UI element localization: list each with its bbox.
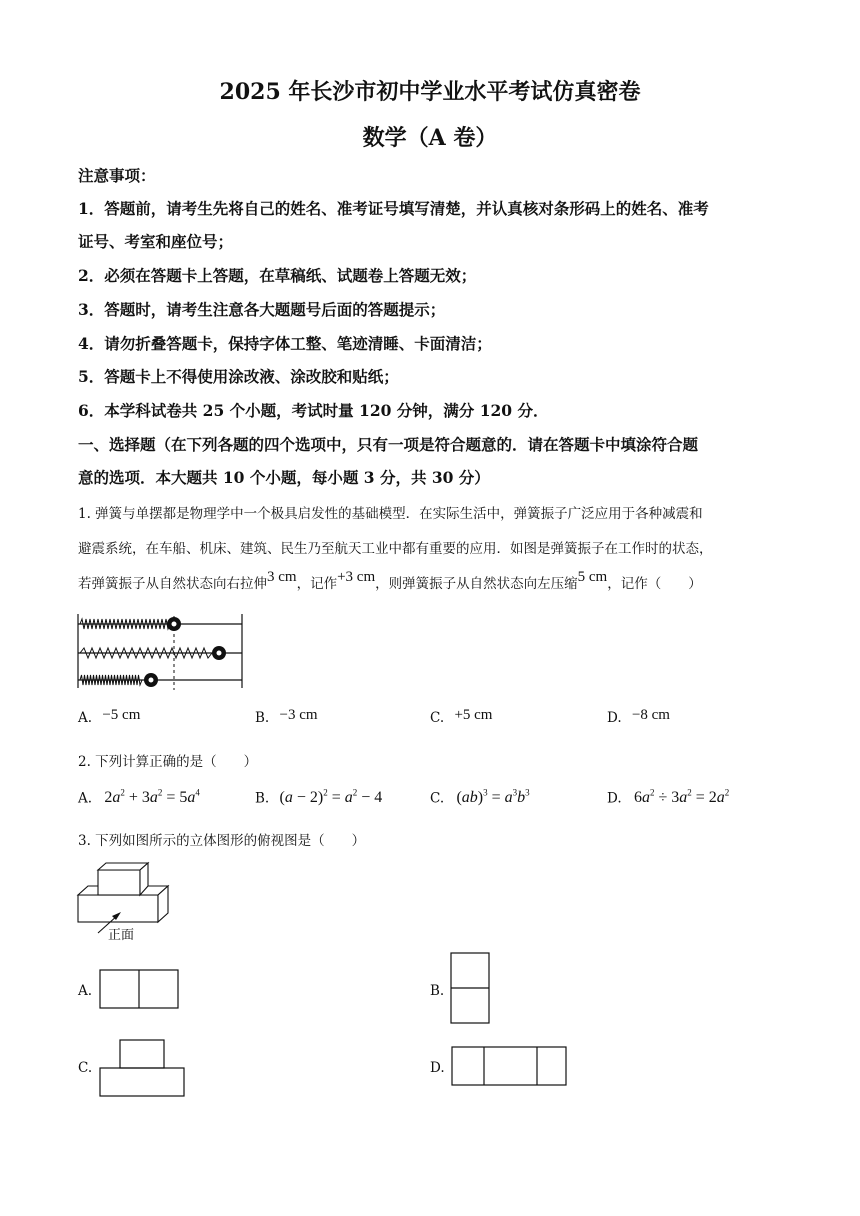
q3-option-c-figure[interactable]	[98, 1038, 188, 1100]
q1-stem-line1: 1. 弹簧与单摆都是物理学中一个极具启发性的基础模型．在实际生活中，弹簧振子广泛应用于各种减震和	[78, 506, 703, 522]
note-item-4: 4．请勿折叠答题卡，保持字体工整、笔迹清睡、卡面清洁；	[78, 334, 492, 353]
notes-heading: 注意事项：	[78, 166, 156, 185]
q3-option-d-figure[interactable]	[451, 1046, 569, 1088]
exam-title: 2025 年长沙市初中学业水平考试仿真密卷	[219, 79, 641, 105]
q3-option-d-label[interactable]: D.	[430, 1060, 445, 1076]
note-item-5: 5．答题卡上不得使用涂改液、涂改胶和贴纸；	[78, 367, 399, 386]
q3-stem: 3. 下列如图所示的立体图形的俯视图是（ ）	[78, 833, 366, 849]
spring-oscillator-figure	[72, 608, 252, 694]
note-item-6: 6．本学科试卷共 25 个小题，考试时量 120 分钟，满分 120 分．	[78, 401, 549, 420]
front-label: 正面	[108, 928, 135, 943]
section-heading: 一、选择题（在下列各题的四个选项中，只有一项是符合题意的．请在答题卡中填涂符合题	[78, 435, 699, 454]
q3-option-a-label[interactable]: A.	[78, 983, 93, 999]
q1-option-d[interactable]: D. −8 cm	[607, 707, 670, 726]
q3-option-b-label[interactable]: B.	[430, 983, 445, 999]
q1-option-a[interactable]: A. −5 cm	[78, 707, 141, 726]
note-item-3: 3．答题时，请考生注意各大题题号后面的答题提示；	[78, 300, 446, 319]
q1-stem-line3: 若弹簧振子从自然状态向右拉伸3 cm，记作+3 cm，则弹簧振子从自然状态向左压缩5 cm，记作（ ）	[78, 569, 702, 592]
exam-subtitle: 数学（A 卷）	[362, 125, 498, 151]
note-item-2: 2．必须在答题卡上答题，在草稿纸、试题卷上答题无效；	[78, 266, 477, 285]
section-heading-cont: 意的选项．本大题共 10 个小题，每小题 3 分，共 30 分）	[78, 468, 490, 487]
q2-option-a[interactable]: A. $2a^2 + 3a^2 = 5a^4$	[78, 788, 200, 807]
q1-stem-line2: 避震系统，在车船、机床、建筑、民生乃至航天工业中都有重要的应用．如图是弹簧振子在工作时的状态，	[78, 541, 713, 557]
q3-option-b-figure[interactable]	[450, 952, 492, 1026]
q3-option-a-figure[interactable]	[99, 968, 181, 1012]
note-item-1-cont: 证号、考室和座位号；	[78, 232, 234, 251]
q2-stem: 2. 下列计算正确的是（ ）	[78, 754, 258, 770]
solid-figure	[74, 855, 174, 945]
q2-option-c[interactable]: C. $(ab)^3 = a^3b^3$	[430, 788, 530, 807]
q3-option-c-label[interactable]: C.	[78, 1060, 93, 1076]
q1-option-b[interactable]: B. −3 cm	[255, 707, 318, 726]
q1-option-c[interactable]: C. +5 cm	[430, 707, 493, 726]
spring-natural	[80, 619, 170, 629]
q2-option-b[interactable]: B. $(a - 2)^2 = a^2 - 4$	[255, 788, 383, 807]
note-item-1: 1．答题前，请考生先将自己的姓名、准考证号填写清楚，并认真核对条形码上的姓名、准考	[78, 199, 709, 218]
q2-option-d[interactable]: D. $6a^2 \div 3a^2 = 2a^2$	[607, 788, 730, 807]
